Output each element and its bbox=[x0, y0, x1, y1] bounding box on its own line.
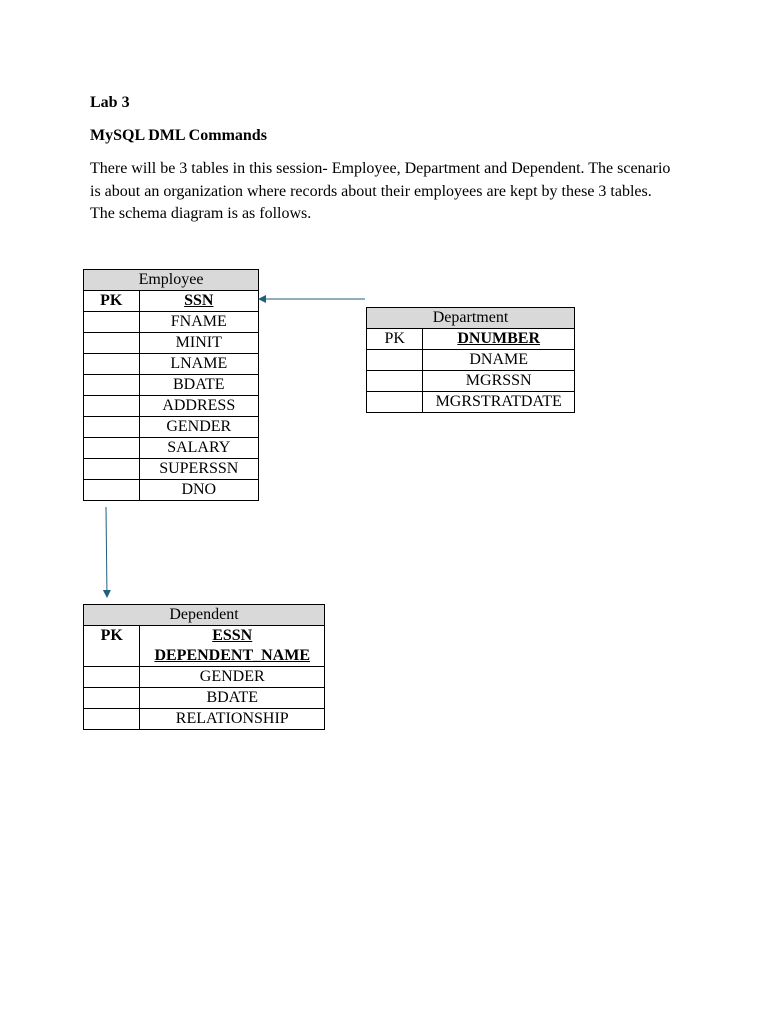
dependent-field: GENDER bbox=[140, 667, 325, 688]
dependent-key-field: DEPENDENT_NAME bbox=[154, 647, 310, 664]
employee-field: SALARY bbox=[139, 438, 258, 459]
dependent-key-field: ESSN bbox=[212, 627, 253, 644]
department-table-title: Department bbox=[367, 308, 575, 329]
department-key-field: DNUMBER bbox=[423, 329, 575, 350]
department-field: MGRSSN bbox=[423, 371, 575, 392]
document-subtitle: MySQL DML Commands bbox=[90, 127, 267, 144]
employee-field: GENDER bbox=[139, 417, 258, 438]
employee-table-title: Employee bbox=[84, 270, 259, 291]
intro-paragraph: There will be 3 tables in this session- Employee, Department and Dependent. The scenario is about an organization where records about their employees are kept by these 3 tables. The schema diagram is as follows. bbox=[90, 160, 671, 222]
employee-field: ADDRESS bbox=[139, 396, 258, 417]
lab-title: Lab 3 bbox=[90, 94, 130, 111]
employee-to-dependent-arrow bbox=[106, 507, 107, 597]
dependent-field: BDATE bbox=[140, 688, 325, 709]
dependent-field: RELATIONSHIP bbox=[140, 709, 325, 730]
department-pk-label: PK bbox=[367, 329, 423, 350]
employee-field: BDATE bbox=[139, 375, 258, 396]
employee-field: MINIT bbox=[139, 333, 258, 354]
employee-pk-label: PK bbox=[84, 291, 140, 312]
employee-field: DNO bbox=[139, 480, 258, 501]
employee-key-field: SSN bbox=[139, 291, 258, 312]
employee-field: LNAME bbox=[139, 354, 258, 375]
dependent-pk-label: PK bbox=[84, 626, 140, 667]
department-field: DNAME bbox=[423, 350, 575, 371]
dependent-table-title: Dependent bbox=[84, 605, 325, 626]
employee-field: SUPERSSN bbox=[139, 459, 258, 480]
employee-field: FNAME bbox=[139, 312, 258, 333]
department-field: MGRSTRATDATE bbox=[423, 392, 575, 413]
